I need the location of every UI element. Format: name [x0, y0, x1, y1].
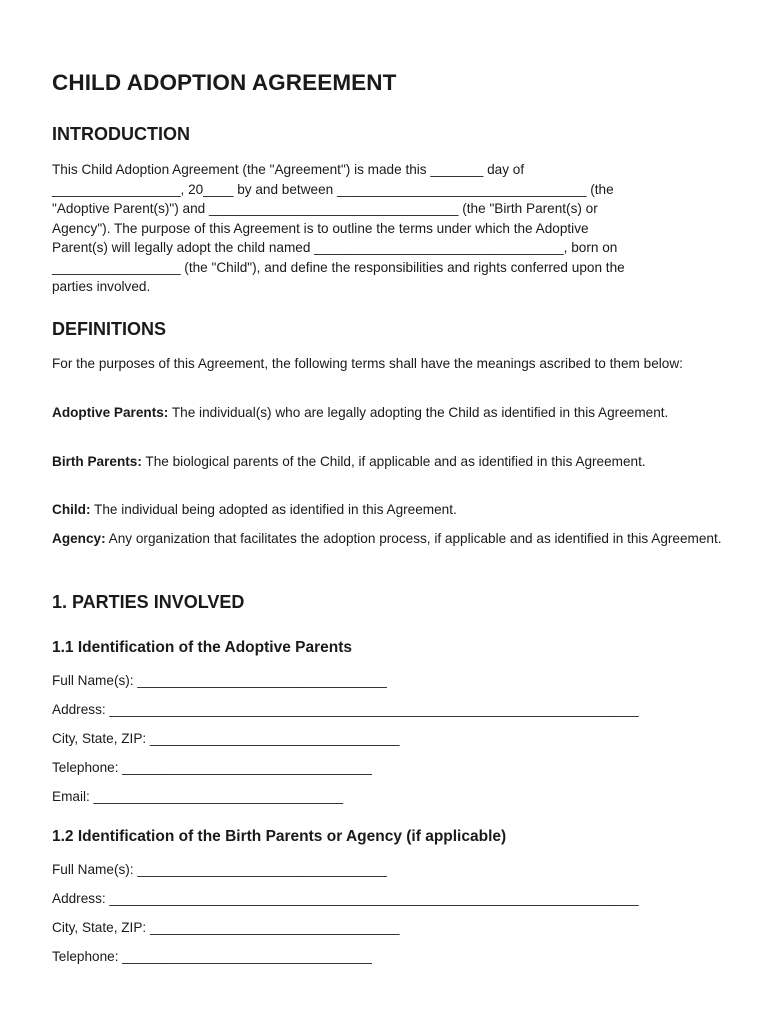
definitions-heading: DEFINITIONS — [52, 319, 167, 339]
definition-text: The individual(s) who are legally adopting the Child as identified in this Agreement. — [168, 405, 669, 420]
definition-child — [52, 500, 722, 520]
parties-involved-heading: 1. PARTIES INVOLVED — [52, 592, 245, 612]
birth-city-state-zip-field[interactable]: City, State, ZIP: _________________________________ — [52, 920, 400, 935]
adoptive-city-state-zip-field[interactable]: City, State, ZIP: _________________________________ — [52, 731, 400, 746]
document-title: CHILD ADOPTION AGREEMENT — [52, 70, 397, 95]
introduction-paragraph — [52, 160, 625, 297]
introduction-line: parties involved. — [52, 279, 151, 294]
adoptive-email-field[interactable]: Email: _________________________________ — [52, 789, 344, 804]
introduction-line: Parent(s) will legally adopt the child named _________________________________, born on — [52, 240, 618, 255]
adoptive-parents-id-heading: 1.1 Identification of the Adoptive Parents — [52, 639, 352, 656]
introduction-line: This Child Adoption Agreement (the "Agreement") is made this _______ day of — [52, 162, 525, 177]
definition-text: Any organization that facilitates the adoption process, if applicable and as identified in this Agreement. — [105, 531, 722, 546]
introduction-line: "Adoptive Parent(s)") and _________________________________ (the "Birth Parent(s) or — [52, 201, 598, 216]
definition-term: Adoptive Parents: — [52, 405, 169, 420]
definition-birth-parents — [52, 452, 722, 472]
birth-telephone-field[interactable]: Telephone: _________________________________ — [52, 949, 372, 964]
introduction-line: _________________ (the "Child"), and define the responsibilities and rights conferred upon the — [52, 259, 625, 275]
adoptive-full-name-field[interactable]: Full Name(s): _________________________________ — [52, 673, 387, 688]
introduction-line: Agency"). The purpose of this Agreement is to outline the terms under which the Adoptive — [52, 220, 589, 236]
definition-text: The biological parents of the Child, if applicable and as identified in this Agreement. — [141, 454, 646, 469]
birth-address-field[interactable]: Address: ______________________________________________________________________ — [52, 891, 639, 906]
definition-term: Child: — [52, 502, 91, 517]
definition-term: Birth Parents: — [52, 454, 142, 469]
birth-full-name-field[interactable]: Full Name(s): _________________________________ — [52, 862, 387, 877]
introduction-line: _________________, 20____ by and between _________________________________ (the — [52, 181, 614, 197]
introduction-heading: INTRODUCTION — [52, 124, 190, 144]
definition-agency — [52, 529, 722, 549]
definition-term: Agency: — [52, 531, 106, 546]
definition-text: The individual being adopted as identified in this Agreement. — [90, 502, 457, 517]
birth-parents-id-heading: 1.2 Identification of the Birth Parents or Agency (if applicable) — [52, 828, 507, 845]
adoptive-telephone-field[interactable]: Telephone: _________________________________ — [52, 760, 372, 775]
definitions-intro: For the purposes of this Agreement, the following terms shall have the meanings ascribed to them below: — [52, 356, 683, 371]
definition-adoptive-parents — [52, 403, 722, 423]
adoptive-address-field[interactable]: Address: ______________________________________________________________________ — [52, 702, 639, 717]
